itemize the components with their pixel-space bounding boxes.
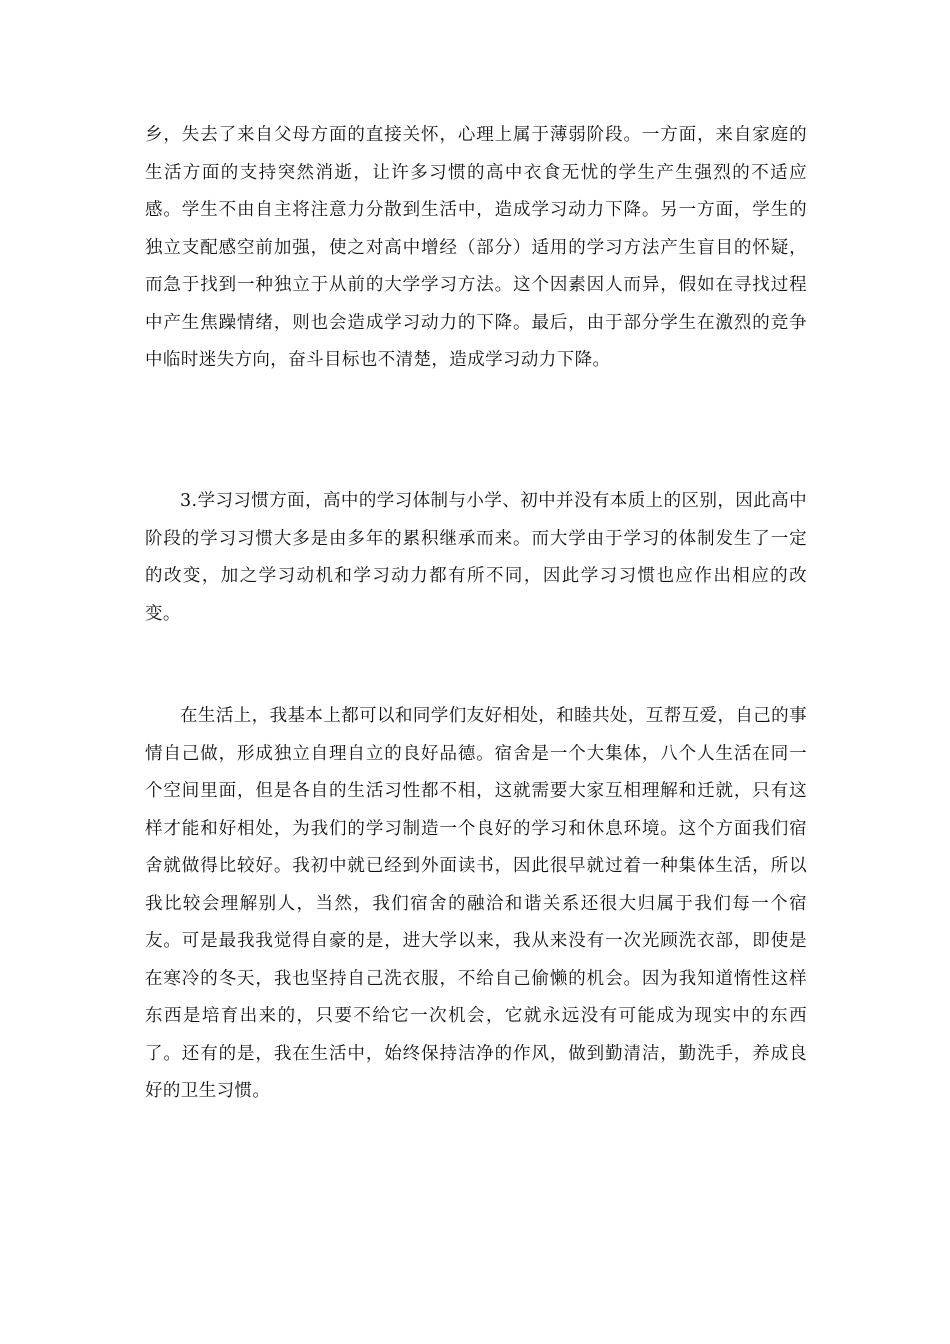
paragraph-life: 在生活上，我基本上都可以和同学们友好相处，和睦共处，互帮互爱，自己的事情自己做，形成独立自理自立的良好品德。宿舍是一个大集体，八个人生活在同一个空间里面，但是各自的生活习性都不相，这就需要大家互相理解和迁就，只有这样才能和好相处，为我们的学习制造一个良好的学习和休息环境。这个方面我们宿舍就做得比较好。我初中就已经到外面读书，因此很早就过着一种集体生活，所以我比较会理解别人，当然，我们宿舍的融洽和谐关系还很大归属于我们每一个宿友。可是最我我觉得自豪的是，进大学以来，我从来没有一次光顾洗衣部，即使是在寒冷的冬天，我也坚持自己洗衣服，不给自己偷懒的机会。因为我知道惰性这样东西是培育出来的，只要不给它一次机会，它就永远没有可能成为现实中的东西了。还有的是，我在生活中，始终保持洁净的作风，做到勤清洁，勤洗手，养成良好的卫生习惯。 (145, 706, 807, 1101)
paragraph-study-habits: 3.学习习惯方面，高中的学习体制与小学、初中并没有本质上的区别，因此高中阶段的学习习惯大多是由多年的累积继承而来。而大学由于学习的体制发生了一定的改变，加之学习动机和学习动力都有所不同，因此学习习惯也应作出相应的改变。 (145, 491, 807, 624)
paragraph-continuation: 乡，失去了来自父母方面的直接关怀，心理上属于薄弱阶段。一方面，来自家庭的生活方面的支持突然消逝，让许多习惯的高中衣食无忧的学生产生强烈的不适应感。学生不由自主将注意力分散到生活中，造成学习动力下降。另一方面，学生的独立支配感空前加强，使之对高中增经（部分）适用的学习方法产生盲目的怀疑，而急于找到一种独立于从前的大学学习方法。这个因素因人而异，假如在寻找过程中产生焦躁情绪，则也会造成学习动力的下降。最后，由于部分学生在激烈的竞争中临时迷失方向，奋斗目标也不清楚，造成学习动力下降。 (145, 125, 807, 370)
